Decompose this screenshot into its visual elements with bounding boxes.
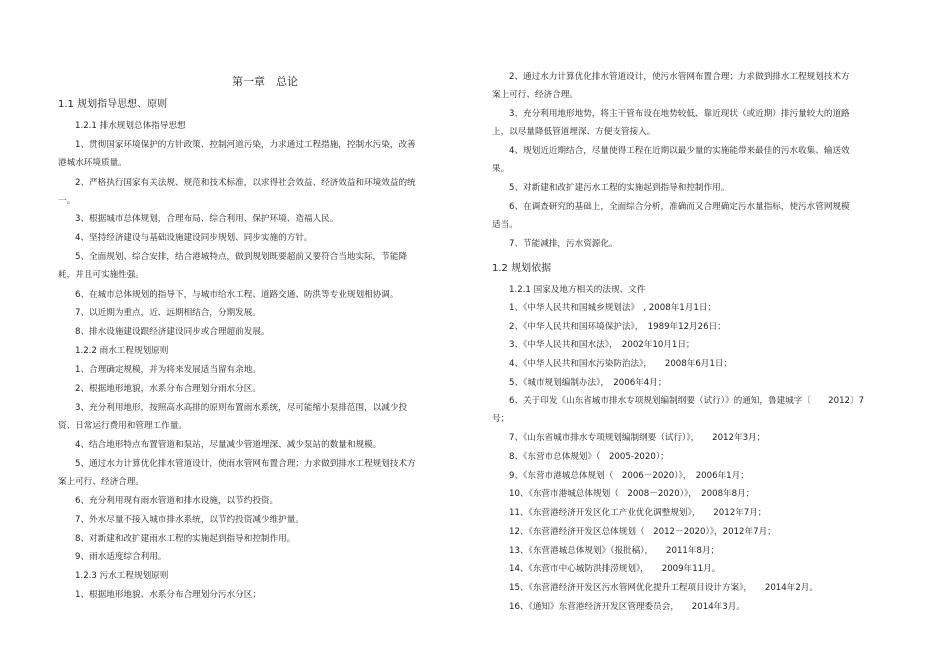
paragraph-line: 3、根据城市总体规划，合理布局、综合利用、保护环境、造福人民。 — [75, 214, 339, 224]
reference-item: 7、《山东省城市排水专项规划编制纲要（试行）》， 2012年3月； — [509, 433, 766, 443]
paragraph-line: 7、节能减排，污水资源化。 — [509, 239, 618, 249]
paragraph-line: 8、排水设施建设跟经济建设同步或合理超前发展。 — [75, 327, 270, 337]
paragraph-line: 2、根据地形地貌，水系分布合理划分雨水分区。 — [75, 384, 261, 394]
subsection-heading-1-2-1: 1.2.1 排水规划总体指导思想 — [75, 121, 186, 131]
paragraph-line: 1、根据地形地貌、水系分布合理划分污水分区； — [75, 590, 261, 600]
reference-item: 3、《中华人民共和国水法》， 2002年10月1日； — [509, 340, 695, 350]
paragraph-line: 资、日常运行费用和管理工作量。 — [58, 421, 187, 431]
paragraph-line: 1、合理确定规模，并为将来发展适当留有余地。 — [75, 365, 261, 375]
paragraph-line: 果。 — [492, 164, 510, 174]
paragraph-line: 3、充分利用地形地势，将主干管布设在地势较低、靠近现状（或近期）排污量较大的道路 — [509, 109, 850, 119]
paragraph-line: 4、结合地形特点布置管道和泵站，尽量减少管道埋深、减少泵站的数量和规模。 — [75, 440, 382, 450]
paragraph-line: 7、外水尽量不接入城市排水系统，以节约投资减少维护量。 — [75, 515, 304, 525]
subsection-heading-1-2-2: 1.2.2 雨水工程规划原则 — [75, 346, 169, 356]
paragraph-line: 6、充分利用现有雨水管道和排水设施，以节约投资。 — [75, 496, 279, 506]
chapter-title: 第一章 总论 — [232, 75, 298, 88]
paragraph-line: 耗，并且可实施性强。 — [58, 270, 144, 280]
reference-item: 2、《中华人民共和国环境保护法》， 1989年12月26日； — [509, 322, 726, 332]
paragraph-line: 4、坚持经济建设与基础设施建设同步规划、同步实施的方针。 — [75, 233, 313, 243]
subsection-heading-1-2-3: 1.2.3 污水工程规划原则 — [75, 571, 169, 581]
reference-item: 1、《中华人民共和国城乡规划法》 , 2008年1月1日； — [509, 303, 717, 313]
paragraph-line: 2、通过水力计算优化排水管道设计，使污水管网布置合理；力求做到排水工程规划技术方 — [509, 72, 850, 82]
paragraph-line: 2、严格执行国家有关法规、规范和技术标准，以求得社会效益、经济效益和环境效益的统 — [75, 178, 416, 188]
paragraph-line: 7、以近期为重点，近、远期相结合，分期发展。 — [75, 308, 261, 318]
reference-item: 16、《通知》东营港经济开发区管理委员会， 2014年3月。 — [509, 602, 745, 612]
paragraph-line: 5、对新建和改扩建污水工程的实施起到指导和控制作用。 — [509, 183, 730, 193]
reference-item-continuation: 号； — [492, 414, 510, 424]
reference-item: 11、《东营港经济开发区化工产业优化调整规划》， 2012年7月； — [509, 508, 767, 518]
paragraph-line: 9、雨水适度综合利用。 — [75, 552, 167, 562]
paragraph-line: 1、贯彻国家环境保护的方针政策、控制河道污染，力求通过工程措施，控制水污染，改善 — [75, 140, 416, 150]
paragraph-line: 一。 — [58, 196, 76, 206]
reference-item: 8、《东营市总体规划》（ 2005-2020）； — [509, 452, 669, 462]
reference-item: 10、《东营市港城总体规划（ 2008－2020）》， 2008年8月； — [509, 489, 755, 499]
section-heading-1-1: 1.1 规划指导思想、原则 — [58, 99, 168, 110]
paragraph-line: 港城水环境质量。 — [58, 158, 127, 168]
paragraph-line: 5、通过水力计算优化排水管道设计，使雨水管网布置合理；力求做到排水工程规划技术方 — [75, 459, 416, 469]
reference-item: 9、《东营市港城总体规划（ 2006－2020）》， 2006年1月； — [509, 471, 749, 481]
paragraph-line: 适当。 — [492, 220, 518, 230]
paragraph-line: 5、全面规划、综合安排，结合港城特点，做到规划既要超前又要符合当地实际，节能降 — [75, 252, 408, 262]
paragraph-line: 6、在调查研究的基础上，全面综合分析，准确而又合理确定污水量指标，使污水管网规模 — [509, 202, 850, 212]
paragraph-line: 8、对新建和改扩建雨水工程的实施起到指导和控制作用。 — [75, 534, 296, 544]
reference-item: 4、《中华人民共和国水污染防治法》， 2008年6月1日； — [509, 359, 733, 369]
reference-item: 6、关于印发《山东省城市排水专项规划编制纲要（试行）》的通知，鲁建城字〔 2012〕7 — [509, 396, 865, 406]
paragraph-line: 案上可行、经济合理。 — [58, 477, 144, 487]
section-heading-1-2: 1.2 规划依据 — [492, 263, 552, 274]
reference-item: 15、《东营港经济开发区污水管网优化提升工程项目设计方案》， 2014年2月。 — [509, 583, 818, 593]
reference-item: 13、《东营港城总体规划》（报批稿）， 2011年8月； — [509, 546, 720, 556]
reference-item: 12、《东营港经济开发区总体规划（ 2012－2020）》，2012年7月； — [509, 527, 776, 537]
paragraph-line: 上，以尽量降低管道埋深、方便支管接入。 — [492, 127, 656, 137]
paragraph-line: 4、规划近近期结合，尽量使得工程在近期以最少量的实施能带来最佳的污水收集、输送效 — [509, 146, 850, 156]
reference-item: 5、《城市规划编制办法》， 2006年4月； — [509, 378, 667, 388]
subsection-heading-1-2-1-laws: 1.2.1 国家及地方相关的法规、文件 — [509, 285, 646, 295]
paragraph-line: 6、在城市总体规划的指导下，与城市给水工程、道路交通、防洪等专业规划相协调。 — [75, 290, 399, 300]
paragraph-line: 案上可行、经济合理。 — [492, 90, 578, 100]
reference-item: 14、《东营市中心城防洪排涝规划》， 2009年11月。 — [509, 564, 721, 574]
paragraph-line: 3、充分利用地形，按照高水高排的原则布置雨水系统，尽可能缩小泵排范围，以减少投 — [75, 403, 408, 413]
